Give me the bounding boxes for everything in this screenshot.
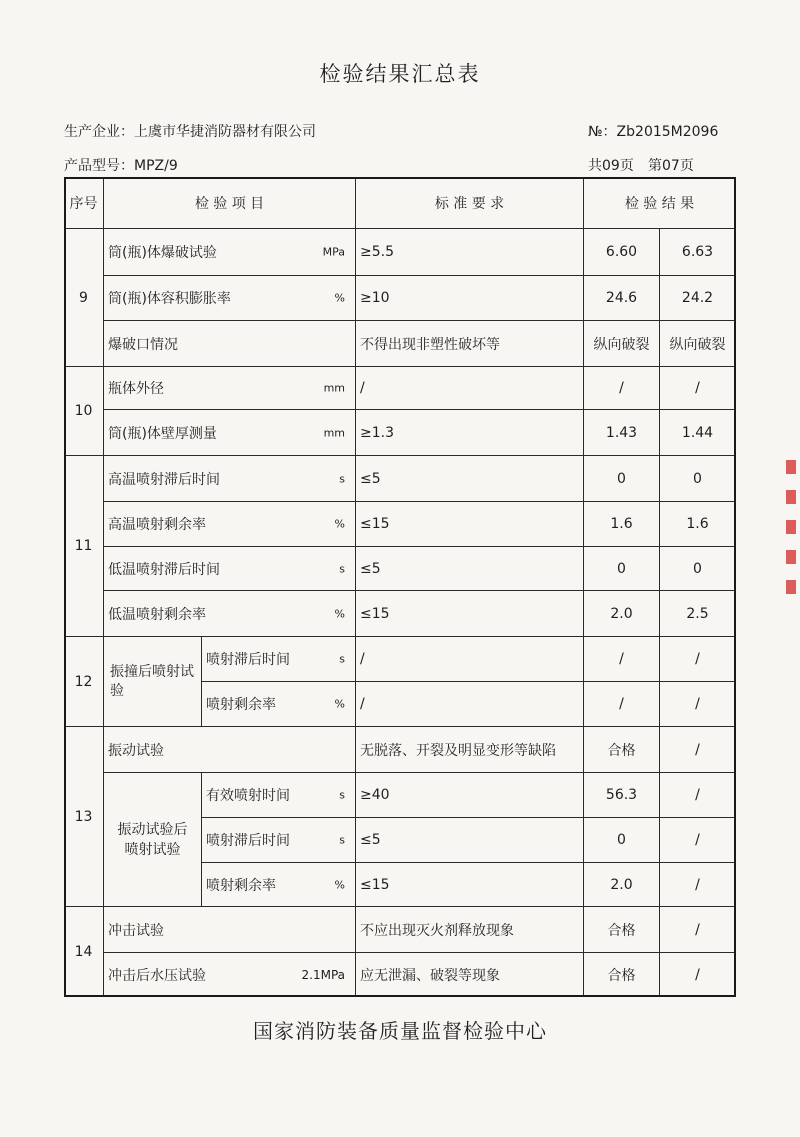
group-13: 13	[64, 727, 104, 907]
test-item-label: 喷射滞后时间	[206, 652, 290, 668]
result-sample-2: 1.6	[660, 502, 736, 547]
result-sample-1: 0	[584, 456, 660, 502]
test-item-label: 冲击后水压试验	[108, 967, 206, 984]
test-item-cell	[104, 410, 356, 456]
group-14: 14	[64, 907, 104, 997]
test-item-label: 喷射滞后时间	[206, 833, 290, 849]
test-item-cell	[104, 953, 356, 997]
group-12: 12	[64, 637, 104, 727]
test-item-cell	[104, 907, 356, 953]
requirement-cell: /	[356, 367, 584, 410]
requirement-cell: ≤5	[356, 547, 584, 591]
result-sample-2: 2.5	[660, 591, 736, 637]
unit-label: 2.1MPa	[301, 967, 345, 982]
requirement-cell: 不得出现非塑性破坏等	[356, 321, 584, 367]
result-sample-2: 0	[660, 547, 736, 591]
test-item-cell	[104, 367, 356, 410]
requirement-cell: 不应出现灭火剂释放现象	[356, 907, 584, 953]
result-sample-1: /	[584, 367, 660, 410]
footer-issuer: 国家消防装备质量监督检验中心	[253, 1019, 547, 1043]
result-sample-1: 合格	[584, 907, 660, 953]
result-sample-1: 56.3	[584, 773, 660, 818]
red-seal-fragment	[786, 460, 796, 610]
unit-label: s	[339, 562, 345, 575]
header-seq: 序号	[64, 177, 104, 229]
header-result: 检 验 结 果	[584, 177, 736, 229]
test-item-cell	[202, 863, 356, 907]
requirement-cell: ≥10	[356, 276, 584, 321]
test-item-label: 筒(瓶)体爆破试验	[108, 245, 217, 261]
requirement-cell: /	[356, 682, 584, 727]
test-item-label: 瓶体外径	[108, 381, 164, 397]
unit-label: mm	[323, 426, 345, 439]
result-sample-2: /	[660, 953, 736, 997]
test-item-cell	[202, 818, 356, 863]
requirement-cell: ≤5	[356, 818, 584, 863]
unit-label: s	[339, 788, 345, 802]
result-sample-1: 1.43	[584, 410, 660, 456]
results-table	[64, 177, 736, 997]
result-sample-2: /	[660, 727, 736, 773]
result-sample-2: /	[660, 818, 736, 863]
result-sample-1: 2.0	[584, 591, 660, 637]
result-sample-2: /	[660, 863, 736, 907]
test-item-label: 低温喷射滞后时间	[108, 561, 220, 578]
result-sample-1: 24.6	[584, 276, 660, 321]
result-sample-1: 2.0	[584, 863, 660, 907]
test-item-label: 低温喷射剩余率	[108, 606, 206, 623]
total-pages: 共09页	[588, 158, 634, 174]
test-item-cell	[202, 773, 356, 818]
test-item-cell	[104, 547, 356, 591]
result-sample-2: 0	[660, 456, 736, 502]
unit-label: %	[334, 697, 345, 711]
unit-label: s	[339, 833, 345, 847]
unit-label: s	[339, 472, 345, 485]
requirement-cell: ≥40	[356, 773, 584, 818]
test-item-label: 喷射剩余率	[206, 697, 276, 713]
product-model: 产品型号：MPZ/9	[64, 158, 178, 174]
result-sample-1: /	[584, 637, 660, 682]
test-item-label: 筒(瓶)体壁厚测量	[108, 425, 217, 442]
unit-label: MPa	[322, 245, 345, 259]
requirement-cell: ≤5	[356, 456, 584, 502]
result-sample-2: /	[660, 907, 736, 953]
result-sample-2: /	[660, 682, 736, 727]
requirement-cell: /	[356, 637, 584, 682]
test-item-cell	[104, 276, 356, 321]
result-sample-2: 24.2	[660, 276, 736, 321]
unit-label: %	[334, 607, 345, 620]
test-item-label: 筒(瓶)体容积膨胀率	[108, 291, 231, 307]
test-item-cell	[104, 456, 356, 502]
result-sample-2: /	[660, 637, 736, 682]
test-item-label: 高温喷射滞后时间	[108, 471, 220, 488]
requirement-cell: 无脱落、开裂及明显变形等缺陷	[356, 727, 584, 773]
result-sample-2: 6.63	[660, 229, 736, 276]
group-10: 10	[64, 367, 104, 456]
group-11: 11	[64, 456, 104, 637]
test-item-cell	[104, 502, 356, 547]
document-title: 检验结果汇总表	[319, 62, 481, 86]
result-sample-1: 1.6	[584, 502, 660, 547]
unit-label: mm	[323, 381, 345, 395]
subgroup-13: 振动试验后喷射试验	[104, 773, 202, 907]
page-number: 第07页	[648, 158, 694, 174]
test-item-label: 高温喷射剩余率	[108, 517, 206, 533]
result-sample-2: 纵向破裂	[660, 321, 736, 367]
unit-label: %	[334, 517, 345, 531]
result-sample-1: 6.60	[584, 229, 660, 276]
test-item-cell	[104, 727, 356, 773]
test-item-label: 冲击试验	[108, 922, 164, 939]
requirement-cell: ≤15	[356, 863, 584, 907]
test-item-cell	[104, 229, 356, 276]
test-item-label: 有效喷射时间	[206, 788, 290, 804]
result-sample-1: /	[584, 682, 660, 727]
header-requirement: 标 准 要 求	[356, 177, 584, 229]
requirement-cell: ≤15	[356, 591, 584, 637]
result-sample-1: 合格	[584, 953, 660, 997]
test-item-label: 喷射剩余率	[206, 877, 276, 894]
requirement-cell: ≥5.5	[356, 229, 584, 276]
subgroup-12: 振撞后喷射试验	[104, 637, 202, 727]
result-sample-1: 合格	[584, 727, 660, 773]
test-item-cell	[202, 637, 356, 682]
requirement-cell: ≥1.3	[356, 410, 584, 456]
unit-label: %	[334, 291, 345, 305]
result-sample-1: 0	[584, 547, 660, 591]
header-item: 检 验 项 目	[104, 177, 356, 229]
result-sample-2: /	[660, 367, 736, 410]
unit-label: %	[334, 878, 345, 891]
result-sample-2: /	[660, 773, 736, 818]
report-number: №：Zb2015M2096	[588, 124, 719, 140]
requirement-cell: ≤15	[356, 502, 584, 547]
result-sample-1: 纵向破裂	[584, 321, 660, 367]
requirement-cell: 应无泄漏、破裂等现象	[356, 953, 584, 997]
group-9: 9	[64, 229, 104, 367]
test-item-cell	[104, 321, 356, 367]
result-sample-1: 0	[584, 818, 660, 863]
result-sample-2: 1.44	[660, 410, 736, 456]
test-item-cell	[104, 591, 356, 637]
test-item-label: 爆破口情况	[108, 336, 178, 353]
unit-label: s	[339, 652, 345, 666]
manufacturer: 生产企业：上虞市华捷消防器材有限公司	[64, 124, 316, 140]
test-item-label: 振动试验	[108, 742, 164, 759]
test-item-cell	[202, 682, 356, 727]
